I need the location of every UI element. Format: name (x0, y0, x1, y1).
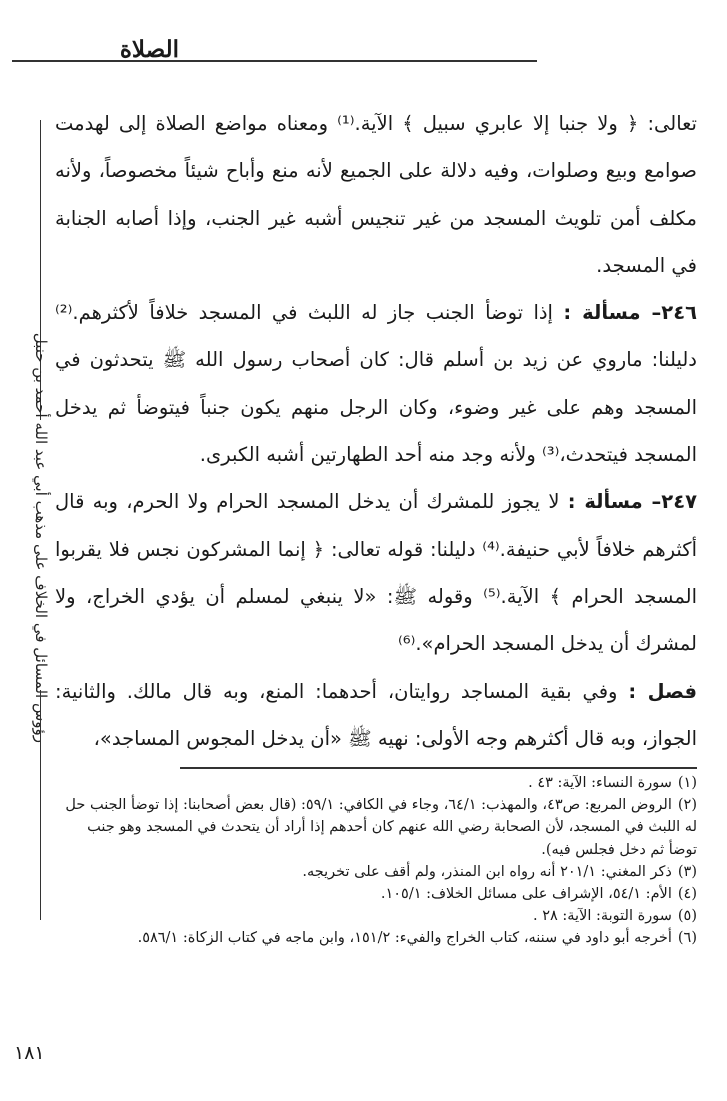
footnote-1 (58, 772, 697, 794)
footnote-text: سورة التوبة: الآية: ٢٨ . (532, 908, 672, 925)
question-247 (55, 478, 697, 667)
side-rule-bottom (40, 690, 41, 920)
question-246 (55, 289, 697, 478)
footnote-number: (٦) (677, 930, 697, 947)
paragraph-continuation: تعالى: ﴿ ولا جنبا إلا عابري سبيل ﴾ الآية.⁽¹⁾ ومعناه مواضع الصلاة إلى لهدمت صوامع وبيع وصلوات، وفيه دلالة على الجميع لأنه منع وأباح شيئاً مخصوصاً، ولأنه مكلف أمن تلويث المسجد من غير تنجيس أشبه غير الجنب، وإذا أصابه الجنابة في المسجد. (55, 112, 697, 277)
question-246-number: ٢٤٦– مسألة : (563, 301, 698, 325)
footnote-text: الروض المربع: ص٤٣، والمهذب: ٦٤/١، وجاء في الكافي: ٥٩/١: (قال بعض أصحابنا: إذا توضأ الجنب حل له اللبث في المسجد، لأن الصحابة رضي الله عنهم كان أحدهم إذا أراد أن يتحدث في المسجد وهو جنب توضأ ثم دخل فجلس فيه). (65, 797, 697, 858)
footnote-rule (180, 767, 697, 769)
page-header-title: الصلاة (119, 36, 179, 63)
header-rule (12, 60, 537, 62)
side-running-title: رؤوس المسائل في الخلاف على مذهب أبي عبد الله أحمد بن حنبل (32, 332, 50, 743)
footnote-number: (٣) (677, 863, 697, 880)
footnote-3 (58, 861, 697, 883)
footnote-5 (58, 905, 697, 927)
question-247-text: لا يجوز للمشرك أن يدخل المسجد الحرام ولا الحرم، وبه قال أكثرهم خلافاً لأبي حنيفة.⁽⁴⁾ دليلنا: قوله تعالى: ﴿ إنما المشركون نجس فلا يقربوا المسجد الحرام ﴾ الآية.⁽⁵⁾ وقوله ﷺ: «لا ينبغي لمسلم أن يؤدي الخراج، ولا لمشرك أن يدخل المسجد الحرام».⁽⁶⁾ (55, 490, 698, 656)
fasl-label: فصل : (628, 679, 697, 703)
footnote-number: (٤) (677, 886, 697, 903)
footnote-number: (١) (677, 775, 697, 791)
footnote-number: (٢) (677, 797, 697, 814)
footnote-6 (58, 927, 697, 949)
footnote-text: ذكر المغني: ٢٠١/١ أنه رواه ابن المنذر، ولم أقف على تخريجه. (302, 863, 672, 880)
question-247-number: ٢٤٧– مسألة : (567, 490, 698, 514)
footnotes (58, 772, 697, 950)
footnote-text: أخرجه أبو داود في سننه، كتاب الخراج والفيء: ١٥١/٢، وابن ماجه في كتاب الزكاة: ٥٨٦/١. (137, 930, 672, 947)
main-body (55, 100, 697, 762)
footnote-2 (58, 794, 697, 861)
footnote-text: سورة النساء: الآية: ٤٣ . (528, 775, 672, 791)
footnote-4 (58, 883, 697, 905)
page-number: ١٨١ (14, 1042, 45, 1064)
footnote-number: (٥) (677, 908, 697, 925)
fasl-text: وفي بقية المساجد روايتان، أحدهما: المنع، وبه قال مالك. والثانية: الجواز، وبه قال أكثرهم وجه الأولى: نهيه ﷺ «أن يدخل المجوس المساجد»، (55, 679, 697, 750)
footnote-text: الأم: ٥٤/١، الإشراف على مسائل الخلاف: ١٠٥/١. (380, 886, 672, 903)
fasl-section (55, 668, 697, 763)
question-246-text: إذا توضأ الجنب جاز له اللبث في المسجد خلافاً لأكثرهم.⁽²⁾ دليلنا: ماروي عن زيد بن أسلم قال: كان أصحاب رسول الله ﷺ يتحدثون في المسجد وهم على غير وضوء، وكان الرجل منهم يكون جنباً فيتوضأ ثم يدخل المسجد فيتحدث،⁽³⁾ ولأنه وجد منه أحد الطهارتين أشبه الكبرى. (55, 301, 697, 467)
